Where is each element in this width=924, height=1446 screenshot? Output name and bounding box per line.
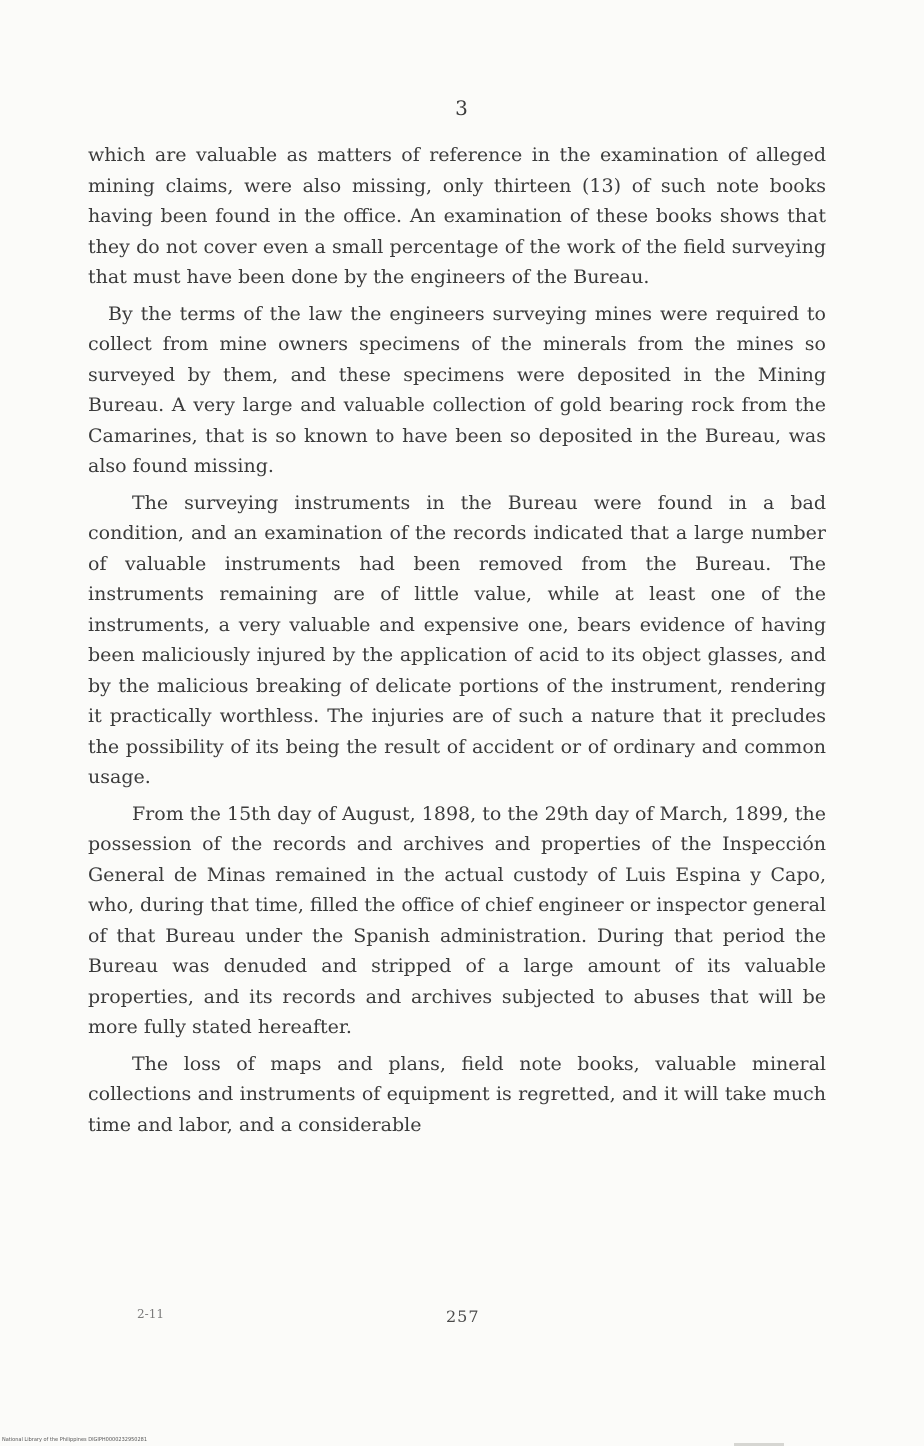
paragraph-5: The loss of maps and plans, field note books, valuable mineral collections and instruments of equipment is regretted, and it will take much time and labor, and a considerable (88, 1052, 826, 1136)
folio-number: 257 (446, 1307, 480, 1326)
signature-mark: 2-11 (137, 1307, 164, 1321)
paragraph-2: By the terms of the law the engineers surveying mines were required to collect from mine owners specimens of the minerals from the mines so surveyed by them, and these specimens were deposited in the Mining Bureau. A very large and valuable collection of gold bearing rock from the Camarines, that is so known to have been so deposited in the Bureau, was also found missing. (88, 302, 826, 477)
body-text (88, 140, 826, 1140)
page-number: 3 (455, 96, 469, 120)
library-watermark: National Library of the Philippines DIGIPH0000232950281 (2, 1437, 148, 1443)
paragraph-1: which are valuable as matters of reference in the examination of alleged mining claims, were also missing, only thirteen (13) of such note books having been found in the office. An examination of these books shows that they do not cover even a small percentage of the work of the field surveying that must have been done by the engineers of the Bureau. (88, 144, 826, 288)
paragraph-3: The surveying instruments in the Bureau were found in a bad condition, and an examination of the records indicated that a large number of valuable instruments had been removed from the Bureau. The instruments remaining are of little value, while at least one of the instruments, a very valuable and expensive one, bears evidence of having been maliciously injured by the application of acid to its object glasses, and by the malicious breaking of delicate portions of the instrument, rendering it practically worthless. The injuries are of such a nature that it precludes the possibility of its being the result of accident or of ordinary and common usage. (88, 491, 826, 788)
paragraph-4: From the 15th day of August, 1898, to the 29th day of March, 1899, the possession of the records and archives and properties of the Inspección General de Minas remained in the actual custody of Luis Espina y Capo, who, during that time, filled the office of chief engineer or inspector general of that Bureau under the Spanish administration. During that period the Bureau was denuded and stripped of a large amount of its valuable properties, and its records and archives subjected to abuses that will be more fully stated hereafter. (88, 802, 826, 1038)
page-footer (0, 1307, 924, 1331)
